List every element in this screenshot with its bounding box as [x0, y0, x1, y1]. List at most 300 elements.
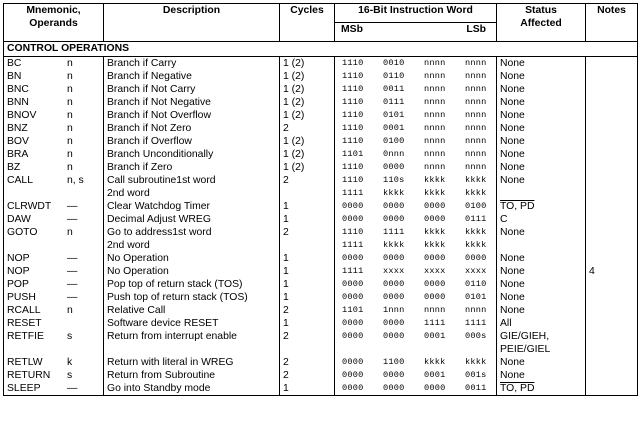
- description: Return with literal in WREG: [104, 356, 280, 369]
- header-notes: Notes: [586, 4, 638, 42]
- table-row: [4, 200, 638, 213]
- description: Software device RESET: [104, 317, 280, 330]
- operands: —: [67, 279, 78, 290]
- instruction-nibble: 1110: [342, 227, 364, 237]
- operands: —: [67, 214, 78, 225]
- status-affected: [497, 135, 586, 148]
- instruction-nibble: 0101: [465, 292, 487, 302]
- table-row: [4, 226, 638, 239]
- status-affected: [497, 148, 586, 161]
- cell-mnemonic-operands: [4, 174, 104, 187]
- notes: [586, 109, 638, 122]
- cycles: 1: [280, 317, 335, 330]
- status-value-line2: PEIE/GIEL: [500, 344, 551, 355]
- instruction-nibble: 0000: [424, 292, 446, 302]
- description: Clear Watchdog Timer: [104, 200, 280, 213]
- notes: [586, 304, 638, 317]
- instruction-nibble: 0001: [424, 331, 446, 341]
- status-affected: [497, 252, 586, 265]
- status-affected: [497, 265, 586, 278]
- notes: [586, 382, 638, 396]
- table-row: [4, 369, 638, 382]
- instruction-nibble: 1111: [342, 266, 364, 276]
- notes: [586, 187, 638, 200]
- table-row: [4, 382, 638, 396]
- notes: [586, 213, 638, 226]
- status-affected: [497, 278, 586, 291]
- cycles: 2: [280, 369, 335, 382]
- description: 2nd word: [104, 239, 280, 252]
- header-lsb: LSb: [417, 23, 497, 42]
- description: Push top of return stack (TOS): [104, 291, 280, 304]
- status-affected: [497, 330, 586, 356]
- notes: [586, 174, 638, 187]
- mnemonic: BNC: [7, 84, 29, 95]
- mnemonic: RETURN: [7, 370, 51, 381]
- instruction-nibble: 1111: [342, 240, 364, 250]
- cell-mnemonic-operands: [4, 330, 104, 356]
- instruction-nibble: xxxx: [465, 266, 487, 276]
- status-affected: [497, 226, 586, 239]
- cycles: 1 (2): [280, 135, 335, 148]
- table-row: [4, 70, 638, 83]
- cell-mnemonic-operands: [4, 96, 104, 109]
- table-row: [4, 304, 638, 317]
- header-msb: MSb: [335, 23, 417, 42]
- status-value: None: [500, 58, 525, 69]
- operands: n, s: [67, 175, 84, 186]
- instruction-nibble: 1111: [424, 318, 446, 328]
- instruction-nibble: 0000: [383, 331, 405, 341]
- table-row: [4, 57, 638, 71]
- instruction-nibble: 0001: [383, 123, 405, 133]
- instruction-nibble: 1nnn: [383, 305, 405, 315]
- table-row: [4, 135, 638, 148]
- mnemonic: NOP: [7, 266, 30, 277]
- instruction-nibble: 0000: [342, 292, 364, 302]
- mnemonic: GOTO: [7, 227, 38, 238]
- cell-mnemonic-operands: [4, 226, 104, 239]
- instruction-nibble: 0110: [465, 279, 487, 289]
- cell-mnemonic-operands: [4, 187, 104, 200]
- cell-mnemonic-operands: [4, 213, 104, 226]
- notes: [586, 291, 638, 304]
- instruction-nibble: 0000: [424, 253, 446, 263]
- table-row: [4, 148, 638, 161]
- cell-mnemonic-operands: [4, 148, 104, 161]
- description: Branch if Not Negative: [104, 96, 280, 109]
- instruction-nibble: 0nnn: [383, 149, 405, 159]
- instruction-nibble: 0000: [342, 318, 364, 328]
- instruction-nibble: 0000: [424, 201, 446, 211]
- instruction-nibble: 0000: [342, 383, 364, 393]
- operands: n: [67, 58, 73, 69]
- instruction-nibble: kkkk: [465, 357, 487, 367]
- status-value: GIE/GIEH,: [500, 331, 550, 342]
- instruction-word: [335, 70, 497, 83]
- cycles: [280, 239, 335, 252]
- instruction-nibble: 0000: [342, 331, 364, 341]
- instruction-nibble: 0000: [383, 253, 405, 263]
- status-value: None: [500, 110, 525, 121]
- instruction-nibble: 0000: [342, 201, 364, 211]
- status-value: None: [500, 370, 525, 381]
- mnemonic: BC: [7, 58, 22, 69]
- cell-mnemonic-operands: [4, 161, 104, 174]
- mnemonic: SLEEP: [7, 383, 41, 394]
- notes: [586, 83, 638, 96]
- description: 2nd word: [104, 187, 280, 200]
- instruction-nibble: nnnn: [465, 123, 487, 133]
- operands: —: [67, 253, 78, 264]
- operands: n: [67, 123, 73, 134]
- notes: [586, 226, 638, 239]
- cycles: [280, 187, 335, 200]
- status-value: None: [500, 123, 525, 134]
- cell-mnemonic-operands: [4, 265, 104, 278]
- instruction-word: [335, 174, 497, 187]
- instruction-nibble: 0000: [465, 253, 487, 263]
- status-affected: [497, 174, 586, 187]
- description: Return from interrupt enable: [104, 330, 280, 356]
- instruction-word: [335, 187, 497, 200]
- notes: [586, 356, 638, 369]
- status-value: None: [500, 227, 525, 238]
- notes: [586, 317, 638, 330]
- notes: [586, 57, 638, 71]
- instruction-nibble: 0000: [383, 292, 405, 302]
- instruction-word: [335, 83, 497, 96]
- cycles: 2: [280, 356, 335, 369]
- instruction-nibble: 0000: [424, 214, 446, 224]
- table-row: [4, 161, 638, 174]
- table-row: [4, 265, 638, 278]
- cycles: 1 (2): [280, 57, 335, 71]
- instruction-word: [335, 239, 497, 252]
- operands: n: [67, 162, 73, 173]
- instruction-nibble: xxxx: [383, 266, 405, 276]
- instruction-set-table: [3, 3, 638, 396]
- cell-mnemonic-operands: [4, 369, 104, 382]
- instruction-word: [335, 330, 497, 356]
- instruction-word: [335, 265, 497, 278]
- status-affected: [497, 57, 586, 71]
- status-affected: [497, 122, 586, 135]
- description: Branch if Not Zero: [104, 122, 280, 135]
- status-value: None: [500, 84, 525, 95]
- operands: n: [67, 110, 73, 121]
- notes: [586, 161, 638, 174]
- mnemonic: DAW: [7, 214, 31, 225]
- instruction-nibble: 0100: [465, 201, 487, 211]
- instruction-nibble: 001s: [465, 370, 487, 380]
- instruction-nibble: 1110: [342, 110, 364, 120]
- table-row: [4, 96, 638, 109]
- instruction-nibble: nnnn: [424, 162, 446, 172]
- mnemonic: RETLW: [7, 357, 43, 368]
- instruction-nibble: 1101: [342, 305, 364, 315]
- instruction-word: [335, 356, 497, 369]
- status-affected: [497, 304, 586, 317]
- instruction-nibble: 1110: [342, 84, 364, 94]
- instruction-word: [335, 148, 497, 161]
- table-row: [4, 83, 638, 96]
- instruction-nibble: 1100: [383, 357, 405, 367]
- instruction-word: [335, 382, 497, 396]
- cycles: 1 (2): [280, 96, 335, 109]
- cell-mnemonic-operands: [4, 317, 104, 330]
- instruction-nibble: 0000: [342, 214, 364, 224]
- mnemonic: BOV: [7, 136, 29, 147]
- operands: n: [67, 71, 73, 82]
- mnemonic: CALL: [7, 175, 33, 186]
- status-value: None: [500, 175, 525, 186]
- instruction-nibble: kkkk: [383, 188, 405, 198]
- instruction-nibble: 0001: [424, 370, 446, 380]
- status-value: None: [500, 292, 525, 303]
- operands: —: [67, 383, 78, 394]
- status-value: None: [500, 357, 525, 368]
- instruction-nibble: 110s: [383, 175, 405, 185]
- operands: n: [67, 84, 73, 95]
- instruction-nibble: xxxx: [424, 266, 446, 276]
- instruction-nibble: 0000: [342, 357, 364, 367]
- instruction-nibble: 0000: [383, 383, 405, 393]
- status-value: C: [500, 214, 508, 225]
- operands: n: [67, 97, 73, 108]
- mnemonic: RCALL: [7, 305, 41, 316]
- description: Return from Subroutine: [104, 369, 280, 382]
- operands: s: [67, 331, 73, 342]
- instruction-nibble: nnnn: [424, 305, 446, 315]
- instruction-nibble: kkkk: [424, 240, 446, 250]
- instruction-word: [335, 122, 497, 135]
- operands: —: [67, 292, 78, 303]
- cycles: 2: [280, 304, 335, 317]
- instruction-nibble: 1110: [342, 175, 364, 185]
- notes: [586, 369, 638, 382]
- table-row: [4, 330, 638, 356]
- instruction-word: [335, 109, 497, 122]
- instruction-nibble: 1111: [342, 188, 364, 198]
- status-affected: [497, 317, 586, 330]
- instruction-nibble: nnnn: [465, 97, 487, 107]
- instruction-nibble: nnnn: [424, 58, 446, 68]
- instruction-nibble: kkkk: [465, 175, 487, 185]
- notes: [586, 200, 638, 213]
- instruction-nibble: 1110: [342, 123, 364, 133]
- cycles: 1 (2): [280, 161, 335, 174]
- cell-mnemonic-operands: [4, 57, 104, 71]
- instruction-nibble: nnnn: [465, 149, 487, 159]
- instruction-nibble: 0000: [383, 318, 405, 328]
- instruction-nibble: nnnn: [424, 71, 446, 81]
- cell-mnemonic-operands: [4, 356, 104, 369]
- instruction-nibble: 0100: [383, 136, 405, 146]
- instruction-nibble: 0101: [383, 110, 405, 120]
- operands: —: [67, 201, 78, 212]
- cell-mnemonic-operands: [4, 109, 104, 122]
- table-row: [4, 239, 638, 252]
- instruction-word: [335, 200, 497, 213]
- instruction-nibble: 0111: [465, 214, 487, 224]
- description: Decimal Adjust WREG: [104, 213, 280, 226]
- cycles: 2: [280, 330, 335, 356]
- status-value: None: [500, 149, 525, 160]
- section-title: CONTROL OPERATIONS: [4, 42, 638, 57]
- instruction-nibble: 0111: [383, 97, 405, 107]
- instruction-nibble: 0000: [383, 214, 405, 224]
- instruction-nibble: 0000: [383, 162, 405, 172]
- status-affected: [497, 356, 586, 369]
- status-affected: [497, 109, 586, 122]
- cycles: 1: [280, 278, 335, 291]
- status-value: None: [500, 305, 525, 316]
- table-row: [4, 252, 638, 265]
- instruction-nibble: 0000: [424, 279, 446, 289]
- status-affected: [497, 83, 586, 96]
- instruction-nibble: kkkk: [465, 240, 487, 250]
- mnemonic: RESET: [7, 318, 42, 329]
- instruction-nibble: kkkk: [465, 188, 487, 198]
- status-affected: [497, 213, 586, 226]
- status-value: TO, PD: [500, 383, 535, 394]
- instruction-word: [335, 57, 497, 71]
- instruction-nibble: nnnn: [424, 149, 446, 159]
- instruction-word: [335, 278, 497, 291]
- cell-mnemonic-operands: [4, 239, 104, 252]
- instruction-nibble: nnnn: [465, 305, 487, 315]
- instruction-nibble: 1110: [342, 136, 364, 146]
- mnemonic: BNZ: [7, 123, 28, 134]
- header-status: Status: [525, 5, 557, 16]
- description: Branch if Zero: [104, 161, 280, 174]
- cycles: 1: [280, 382, 335, 396]
- instruction-word: [335, 317, 497, 330]
- status-affected: [497, 200, 586, 213]
- instruction-rows: [4, 57, 638, 396]
- instruction-nibble: nnnn: [465, 136, 487, 146]
- status-value: None: [500, 253, 525, 264]
- operands: n: [67, 149, 73, 160]
- description: No Operation: [104, 252, 280, 265]
- cycles: 1 (2): [280, 83, 335, 96]
- status-affected: [497, 291, 586, 304]
- status-value: TO, PD: [500, 201, 535, 212]
- instruction-nibble: nnnn: [424, 84, 446, 94]
- instruction-nibble: kkkk: [424, 357, 446, 367]
- table-row: [4, 317, 638, 330]
- instruction-nibble: 0000: [383, 279, 405, 289]
- mnemonic: CLRWDT: [7, 201, 52, 212]
- notes: [586, 148, 638, 161]
- instruction-nibble: kkkk: [424, 175, 446, 185]
- mnemonic: POP: [7, 279, 29, 290]
- notes: [586, 96, 638, 109]
- cell-mnemonic-operands: [4, 122, 104, 135]
- instruction-nibble: kkkk: [383, 240, 405, 250]
- header-instruction-word: 16-Bit Instruction Word: [335, 4, 497, 23]
- instruction-nibble: nnnn: [424, 97, 446, 107]
- notes: 4: [586, 265, 638, 278]
- description: Branch if Negative: [104, 70, 280, 83]
- instruction-nibble: 0110: [383, 71, 405, 81]
- status-value: None: [500, 279, 525, 290]
- instruction-nibble: nnnn: [465, 84, 487, 94]
- cycles: 1: [280, 200, 335, 213]
- cell-mnemonic-operands: [4, 135, 104, 148]
- table-row: [4, 174, 638, 187]
- table-row: [4, 109, 638, 122]
- instruction-nibble: nnnn: [465, 71, 487, 81]
- instruction-nibble: 1111: [383, 227, 405, 237]
- cycles: 1 (2): [280, 109, 335, 122]
- header-operands: Operands: [29, 18, 78, 29]
- status-affected: [497, 161, 586, 174]
- header-status-affected: [497, 4, 586, 42]
- instruction-nibble: nnnn: [424, 136, 446, 146]
- instruction-word: [335, 304, 497, 317]
- cycles: 2: [280, 174, 335, 187]
- cell-mnemonic-operands: [4, 83, 104, 96]
- instruction-nibble: 1110: [342, 162, 364, 172]
- instruction-nibble: 0011: [465, 383, 487, 393]
- status-affected: [497, 382, 586, 396]
- instruction-nibble: 0000: [424, 383, 446, 393]
- mnemonic: NOP: [7, 253, 30, 264]
- cell-mnemonic-operands: [4, 252, 104, 265]
- operands: n: [67, 305, 73, 316]
- mnemonic: PUSH: [7, 292, 36, 303]
- instruction-nibble: 0011: [383, 84, 405, 94]
- status-value: All: [500, 318, 512, 329]
- instruction-nibble: kkkk: [424, 227, 446, 237]
- operands: k: [67, 357, 73, 368]
- cell-mnemonic-operands: [4, 382, 104, 396]
- instruction-word: [335, 135, 497, 148]
- cycles: 1: [280, 213, 335, 226]
- instruction-nibble: 1111: [465, 318, 487, 328]
- header-cycles: Cycles: [280, 4, 335, 42]
- instruction-nibble: 1110: [342, 97, 364, 107]
- cell-mnemonic-operands: [4, 304, 104, 317]
- instruction-nibble: 0010: [383, 58, 405, 68]
- instruction-nibble: kkkk: [424, 188, 446, 198]
- cell-mnemonic-operands: [4, 200, 104, 213]
- table-row: [4, 291, 638, 304]
- instruction-word: [335, 252, 497, 265]
- instruction-nibble: nnnn: [465, 110, 487, 120]
- instruction-nibble: 0000: [383, 370, 405, 380]
- instruction-nibble: nnnn: [424, 123, 446, 133]
- operands: n: [67, 227, 73, 238]
- header-mnemonic-operands: [4, 4, 104, 42]
- header-mnemonic: Mnemonic,: [26, 5, 81, 16]
- operands: —: [67, 266, 78, 277]
- status-affected: [497, 187, 586, 200]
- description: Branch if Not Overflow: [104, 109, 280, 122]
- cell-mnemonic-operands: [4, 278, 104, 291]
- instruction-nibble: kkkk: [465, 227, 487, 237]
- table-row: [4, 213, 638, 226]
- status-affected: [497, 96, 586, 109]
- notes: [586, 252, 638, 265]
- description: No Operation: [104, 265, 280, 278]
- instruction-word: [335, 226, 497, 239]
- instruction-nibble: 0000: [383, 201, 405, 211]
- notes: [586, 122, 638, 135]
- mnemonic: RETFIE: [7, 331, 44, 342]
